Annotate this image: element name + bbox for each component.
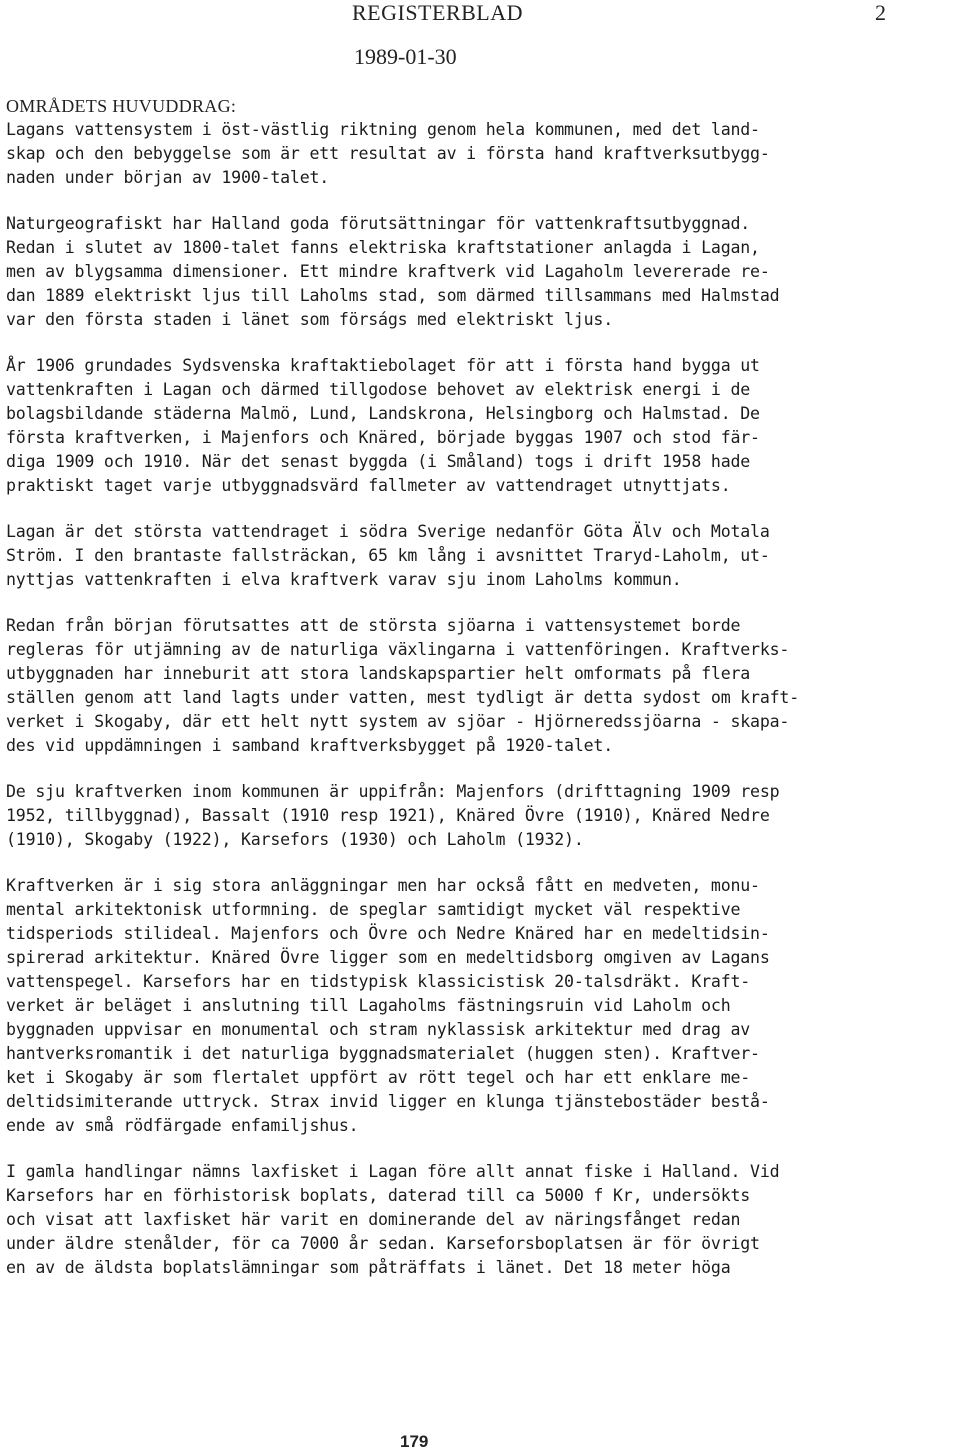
- text-line: Lagans vattensystem i öst-västlig riktning genom hela kommunen, med det land-: [6, 120, 760, 139]
- text-line: Redan i slutet av 1800-talet fanns elektriska kraftstationer anlagda i Lagan,: [6, 238, 760, 257]
- text-line: en av de äldsta boplatslämningar som påträffats i länet. Det 18 meter höga: [6, 1258, 731, 1277]
- paragraph-2: [6, 212, 956, 332]
- document-title: REGISTERBLAD: [352, 0, 523, 25]
- document-date: 1989-01-30: [354, 44, 457, 69]
- text-line: bolagsbildande städerna Malmö, Lund, Landskrona, Helsingborg och Halmstad. De: [6, 404, 760, 423]
- text-line: regleras för utjämning av de naturliga växlingarna i vattenföringen. Kraftverks-: [6, 640, 790, 659]
- text-line: Ström. I den brantaste fallsträckan, 65 km lång i avsnittet Traryd-Laholm, ut-: [6, 546, 770, 565]
- text-line: skap och den bebyggelse som är ett resultat av i första hand kraftverksutbygg-: [6, 144, 770, 163]
- text-line: År 1906 grundades Sydsvenska kraftaktiebolaget för att i första hand bygga ut: [6, 356, 760, 375]
- footer-page-number: 179: [400, 1432, 429, 1451]
- text-line: spirerad arkitektur. Knäred Övre ligger som en medeltidsborg omgiven av Lagans: [6, 948, 770, 967]
- text-line: naden under början av 1900-talet.: [6, 168, 330, 187]
- text-line: var den första staden i länet som förságs med elektriskt ljus.: [6, 310, 613, 329]
- text-line: Naturgeografiskt har Halland goda förutsättningar för vattenkraftsutbyggnad.: [6, 214, 751, 233]
- text-line: hantverksromantik i det naturliga byggnadsmaterialet (huggen sten). Kraftver-: [6, 1044, 760, 1063]
- text-line: ende av små rödfärgade enfamiljshus.: [6, 1116, 359, 1135]
- text-line: Redan från början förutsattes att de största sjöarna i vattensystemet borde: [6, 616, 741, 635]
- text-line: Kraftverken är i sig stora anläggningar men har också fått en medveten, monu-: [6, 876, 760, 895]
- text-line: nyttjas vattenkraften i elva kraftverk varav sju inom Laholms kommun.: [6, 570, 682, 589]
- paragraph-3: [6, 354, 956, 498]
- text-line: vattenspegel. Karsefors har en tidstypisk klassicistisk 20-talsdräkt. Kraft-: [6, 972, 751, 991]
- text-line: byggnaden uppvisar en monumental och stram nyklassisk arkitektur med drag av: [6, 1020, 751, 1039]
- text-line: deltidsimiterande uttryck. Strax invid ligger en klunga tjänstebostäder bestå-: [6, 1092, 770, 1111]
- text-line: och visat att laxfisket här varit en dominerande del av näringsfånget redan: [6, 1210, 741, 1229]
- header-page-number: 2: [875, 0, 886, 25]
- text-line: under äldre stenålder, för ca 7000 år sedan. Karseforsboplatsen är för övrigt: [6, 1234, 760, 1253]
- text-line: (1910), Skogaby (1922), Karsefors (1930) och Laholm (1932).: [6, 830, 584, 849]
- paragraph-7: [6, 874, 956, 1138]
- section-heading: OMRÅDETS HUVUDDRAG:: [6, 96, 237, 116]
- text-line: De sju kraftverken inom kommunen är uppifrån: Majenfors (drifttagning 1909 resp: [6, 782, 780, 801]
- text-line: ket i Skogaby är som flertalet uppfört av rött tegel och har ett enklare me-: [6, 1068, 751, 1087]
- text-line: utbyggnaden har inneburit att stora landskapspartier helt omformats på flera: [6, 664, 751, 683]
- text-line: vattenkraften i Lagan och därmed tillgodose behovet av elektrisk energi i de: [6, 380, 751, 399]
- text-line: verket i Skogaby, där ett helt nytt system av sjöar - Hjörneredssjöarna - skapa-: [6, 712, 790, 731]
- text-line: verket är beläget i anslutning till Lagaholms fästningsruin vid Laholm och: [6, 996, 731, 1015]
- text-line: 1952, tillbyggnad), Bassalt (1910 resp 1921), Knäred Övre (1910), Knäred Nedre: [6, 806, 770, 825]
- text-line: dan 1889 elektriskt ljus till Laholms stad, som därmed tillsammans med Halmstad: [6, 286, 780, 305]
- text-line: tidsperiods stilideal. Majenfors och Övre och Nedre Knäred har en medeltidsin-: [6, 924, 770, 943]
- paragraph-6: [6, 780, 956, 852]
- text-line: ställen genom att land lagts under vatten, mest tydligt är detta sydost om kraft-: [6, 688, 800, 707]
- text-line: I gamla handlingar nämns laxfisket i Lagan före allt annat fiske i Halland. Vid: [6, 1162, 780, 1181]
- paragraph-4: [6, 520, 956, 592]
- text-line: Karsefors har en förhistorisk boplats, daterad till ca 5000 f Kr, undersökts: [6, 1186, 751, 1205]
- text-line: men av blygsamma dimensioner. Ett mindre kraftverk vid Lagaholm levererade re-: [6, 262, 770, 281]
- paragraph-5: [6, 614, 956, 758]
- text-line: des vid uppdämningen i samband kraftverksbygget på 1920-talet.: [6, 736, 613, 755]
- paragraph-1: [6, 118, 956, 190]
- body-text: [6, 118, 956, 1280]
- text-line: mental arkitektonisk utformning. de speglar samtidigt mycket väl respektive: [6, 900, 741, 919]
- paragraph-8: [6, 1160, 956, 1280]
- text-line: praktiskt taget varje utbyggnadsvärd fallmeter av vattendraget utnyttjats.: [6, 476, 731, 495]
- text-line: diga 1909 och 1910. När det senast byggda (i Småland) togs i drift 1958 hade: [6, 452, 751, 471]
- text-line: Lagan är det största vattendraget i södra Sverige nedanför Göta Älv och Motala: [6, 522, 770, 541]
- text-line: första kraftverken, i Majenfors och Knäred, började byggas 1907 och stod fär-: [6, 428, 760, 447]
